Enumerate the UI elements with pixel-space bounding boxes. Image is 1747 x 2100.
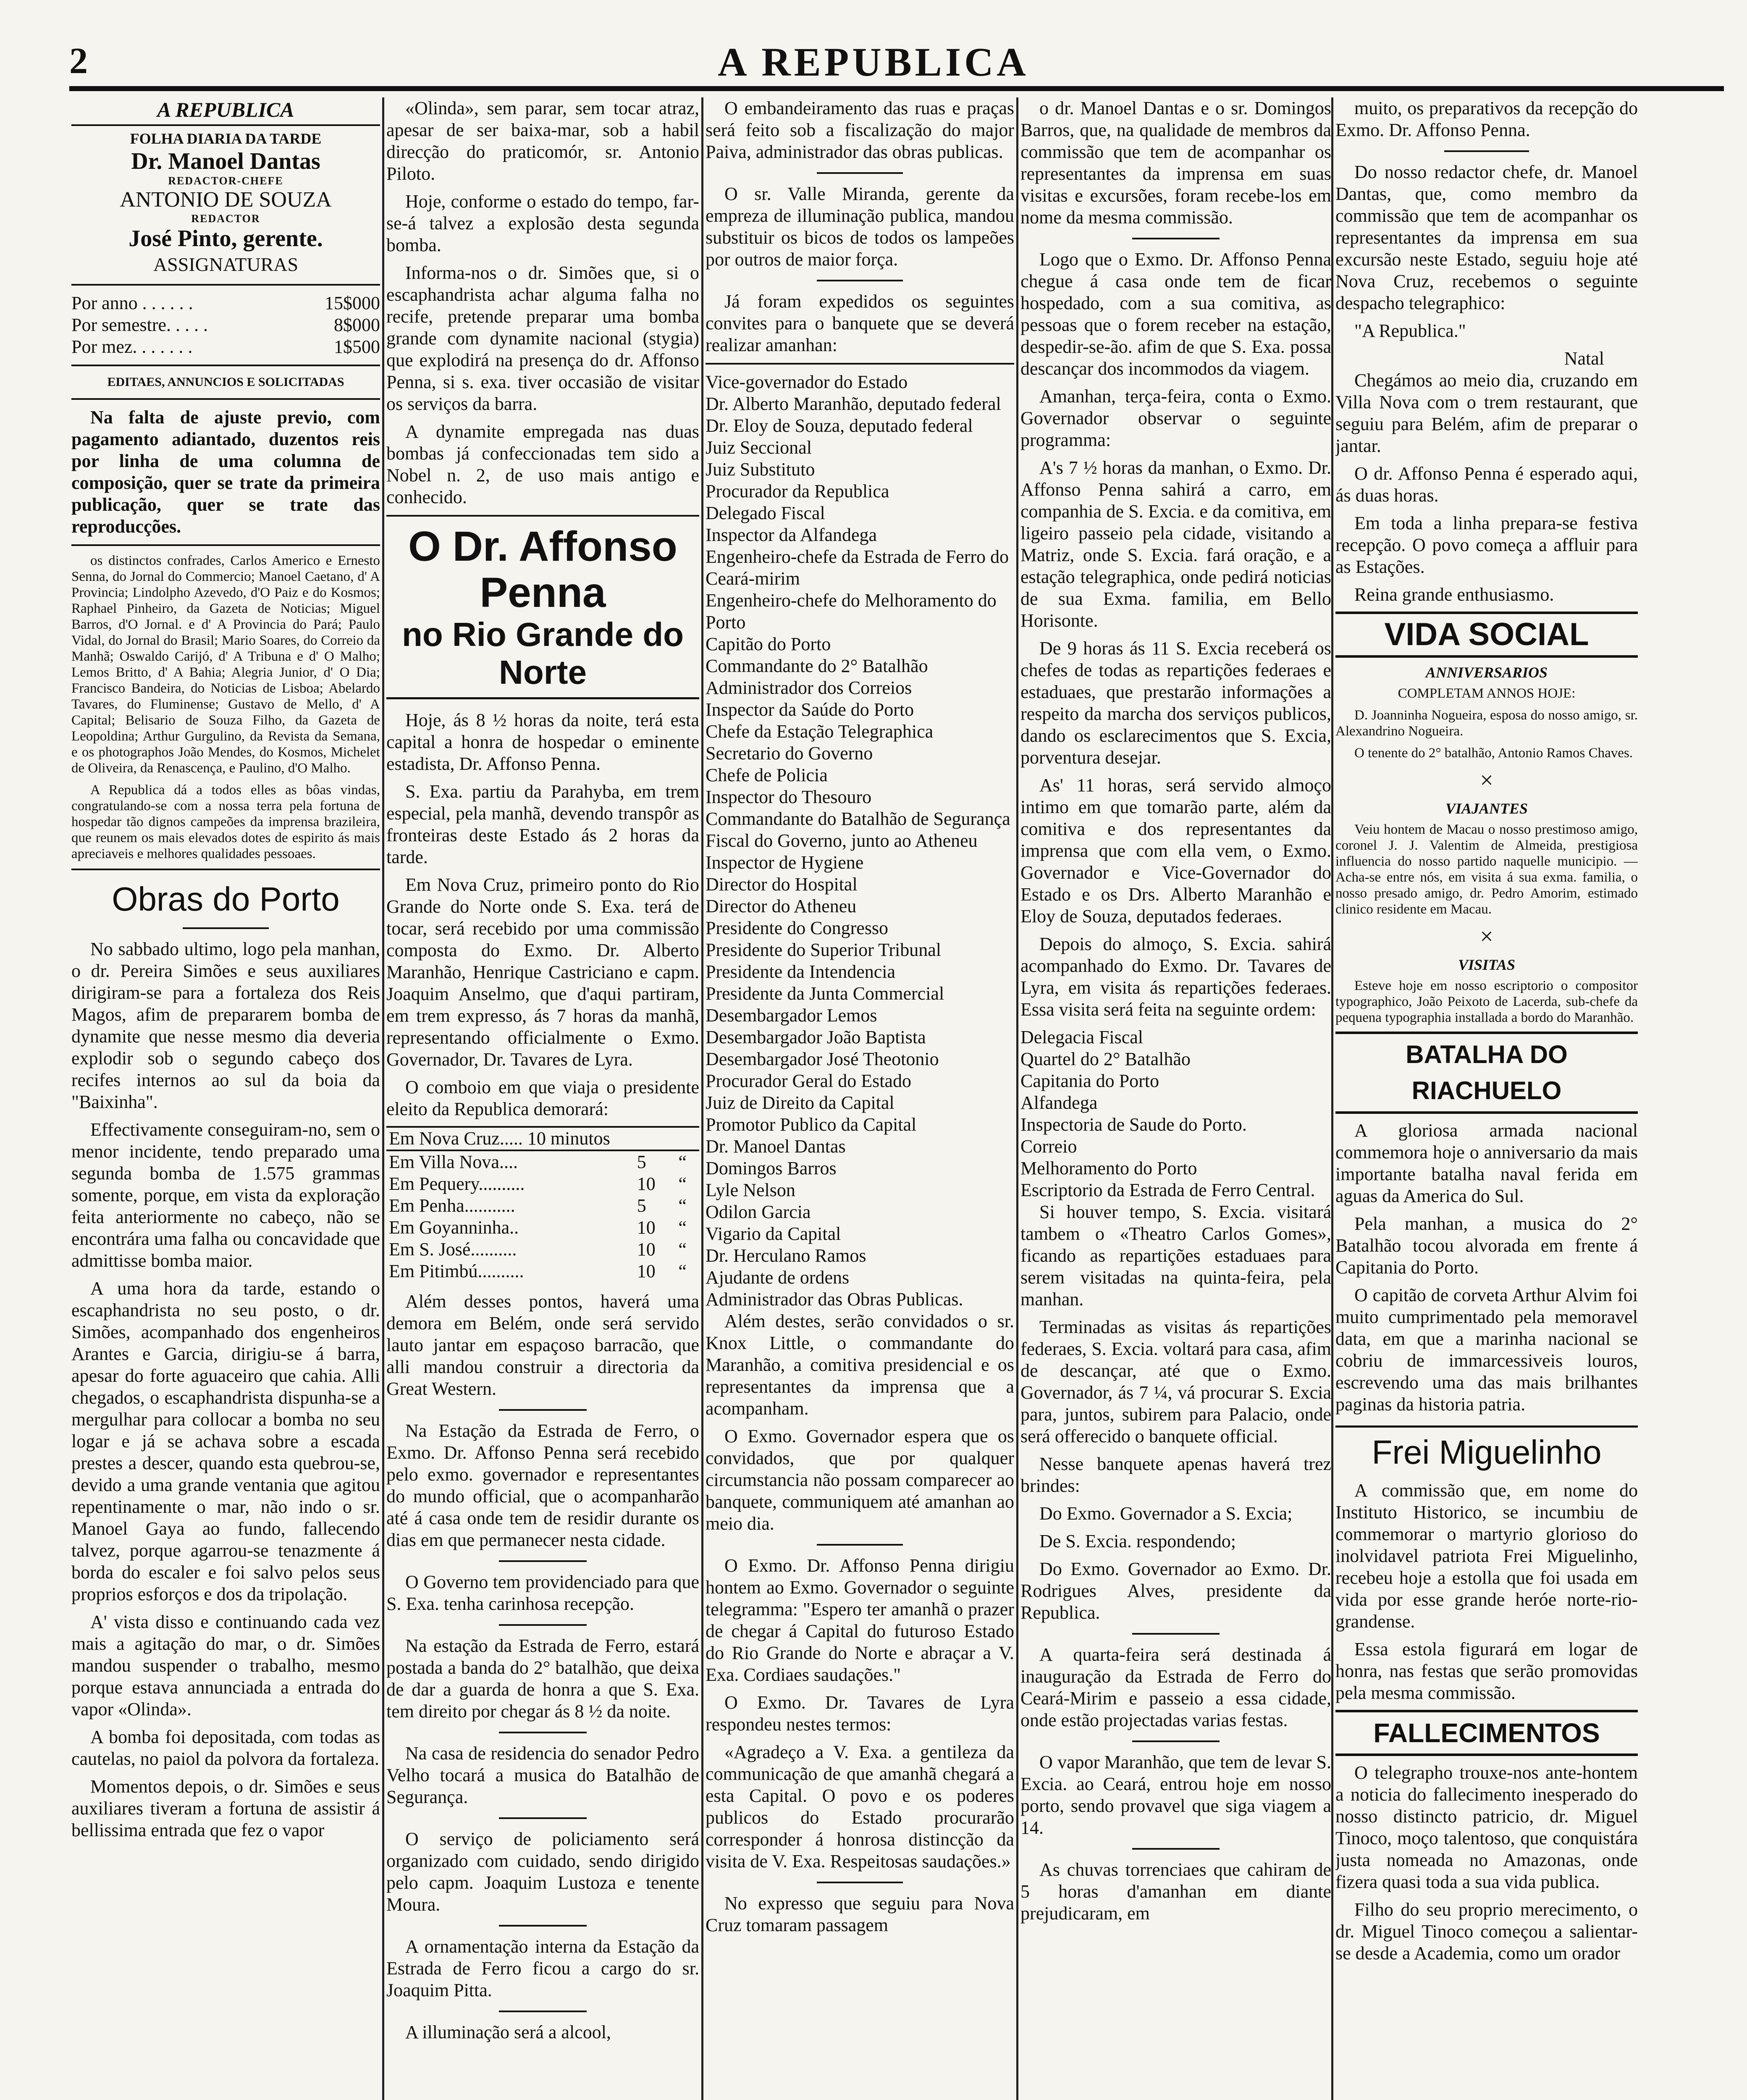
list-item: Correio (1020, 1136, 1077, 1157)
column-divider (701, 97, 703, 2100)
list-item: Presidente do Superior Tribunal (706, 940, 941, 960)
penna-paragraph: Hoje, ás 8 ½ horas da noite, terá esta capital a honra de hospedar o eminente estadista, Dr. Affonso Penna. (386, 710, 699, 774)
penna-paragraph: O Exmo. Governador espera que os convidados, que por qualquer circumstancia não possam comparecer ao banquete, communiquem até amanhan ao meio dia. (706, 1426, 1014, 1534)
column-divider (1016, 97, 1018, 2100)
list-item: Ajudante de ordens (706, 1267, 850, 1288)
divider (386, 515, 699, 517)
list-item: Quartel do 2° Batalhão (1020, 1049, 1191, 1069)
visits-text: Esteve hoje em nosso escriptorio o compositor typographico, João Peixoto de Lacerda, sub-chefe da pequena typographia installada a bordo do Maranhão. (1335, 978, 1638, 1025)
divider (1132, 238, 1219, 239)
subscription-row: Por anno . . . . . . 15$000 (71, 293, 380, 313)
header-rule (69, 86, 1724, 91)
stops-table (386, 1126, 699, 1282)
list-item: Escriptorio da Estrada de Ferro Central. (1020, 1180, 1315, 1200)
divider (817, 1544, 903, 1546)
penna-paragraph: O comboio em que viaja o presidente eleito da Republica demorará: (386, 1077, 699, 1119)
list-item: Director do Atheneu (706, 896, 857, 916)
penna-paragraph: Em toda a linha prepara-se festiva recepção. O povo começa a affluir para as Estações. (1335, 513, 1638, 577)
list-item: Inspector da Saúde do Porto (706, 699, 914, 720)
list-item: Inspectoria de Saude do Porto. (1020, 1114, 1247, 1135)
obras-paragraph: A bomba foi depositada, com todas as cautelas, no paiol da polvora da fortaleza. (71, 1727, 380, 1769)
table-row: Em Villa Nova.... 5 “ (389, 1152, 687, 1172)
list-item: Odilon Garcia (706, 1202, 811, 1222)
penna-paragraph: S. Exa. partiu da Parahyba, em trem especial, pela manhã, devendo transpôr as fronteiras deste Estado ás 2 horas da tarde. (386, 781, 699, 867)
penna-paragraph: o dr. Manoel Dantas e o sr. Domingos Barros, que, na qualidade de membros da commissão que tem de acompanhar os representantes da imprensa em suas visitas e excursões, foram recebe-los em nome da mesma commissão. (1020, 98, 1331, 228)
divider (71, 869, 380, 870)
list-item: Administrador das Obras Publicas. (706, 1289, 963, 1310)
penna-subtitle: no Rio Grande do Norte (386, 616, 699, 699)
list-item: Juiz Seccional (706, 437, 812, 458)
list-item: Presidente da Intendencia (706, 961, 896, 982)
penna-paragraph: O Exmo. Dr. Affonso Penna dirigiu hontem ao Exmo. Governador o seguinte telegramma: "Espero ter amanhã o prazer de chegar á Capital do futuroso Estado do Rio Grande do Norte e abraçar a V. Exa. Cordiaes saudações." (706, 1555, 1014, 1685)
penna-paragraph: O embandeiramento das ruas e praças será feito sob a fiscalização do major Paiva, administrador das obras publicas. (706, 98, 1014, 162)
list-item: Dr. Alberto Maranhão, deputado federal (706, 394, 1001, 414)
visit-list (1020, 1026, 1331, 1201)
divider (1132, 1848, 1219, 1850)
social-title: VIDA SOCIAL (1335, 612, 1638, 658)
penna-paragraph: Já foram expedidos os seguintes convites para o banquete que se deverá realizar amanhan: (706, 291, 1014, 355)
obras-title: Obras do Porto (112, 880, 340, 918)
penna-paragraph: De S. Excia. respondendo; (1039, 1531, 1236, 1551)
obras-paragraph: Informa-nos o dr. Simões que, si o escaphandrista achar alguma falha no recife, pretende preparar uma bomba grande com dynamite nacional (stygia) que explodirá na presença do dr. Affonso Penna, si s. exa. tiver occasião de visitar os serviços da barra. (386, 262, 699, 414)
newspaper-title: A REPUBLICA (718, 39, 1029, 84)
telegram-place: Natal (1564, 348, 1604, 369)
divider (1132, 1633, 1219, 1635)
column-5 (1335, 97, 1638, 2100)
penna-paragraph: Amanhan, terça-feira, conta o Exmo. Governador observar o seguinte programma: (1020, 386, 1331, 450)
riachuelo-title: BATALHA DO RIACHUELO (1335, 1032, 1638, 1114)
travel-text: Veiu hontem de Macau o nosso prestimoso amigo, coronel J. J. Valentim de Almeida, prestigiosa influencia do nosso partido naquelle municipio. —Acha-se entre nós, em visita á sua exma. familia, o nosso presado amigo, dr. Pedro Amorim, estimado clinico residente em Macau. (1335, 822, 1638, 917)
penna-paragraph: O Exmo. Dr. Tavares de Lyra respondeu nestes termos: (706, 1692, 1014, 1735)
divider (499, 1925, 587, 1927)
list-item: Promotor Publico da Capital (706, 1114, 917, 1135)
obras-paragraph: Momentos depois, o dr. Simões e seus auxiliares tiveram a fortuna de assistir á bellissima entrada que fez o vapor (71, 1776, 380, 1840)
list-item: Dr. Herculano Ramos (706, 1245, 866, 1266)
obras-paragraph: «Olinda», sem parar, sem tocar atraz, apesar de ser baixa-mar, sob a habil direcção do praticomór, sr. Antonio Piloto. (386, 98, 699, 184)
divider (499, 1409, 587, 1411)
birthdays-intro: COMPLETAM ANNOS HOJE: (1398, 686, 1576, 701)
list-item: Commandante do Batalhão de Segurança (706, 808, 1010, 829)
list-item: Presidente do Congresso (706, 918, 889, 938)
penna-paragraph: Além destes, serão convidados o sr. Knox Little, o commandante do Maranhão, a comitiva presidencial e os representantes da imprensa que a acompanham. (706, 1311, 1014, 1419)
subscriptions-list (71, 292, 380, 358)
obituary-title: FALLECIMENTOS (1335, 1710, 1638, 1756)
ads-text: Na falta de ajuste previo, com pagamento adiantado, duzentos reis por linha de uma columna de composição, quer se trate da primeira publicação, quer se trate das reproducções. (71, 407, 380, 537)
penna-paragraph: O serviço de policiamento será organizado com cuidado, sendo dirigido pelo capm. Joaquim Lustoza e tenente Moura. (386, 1829, 699, 1915)
list-item: Inspector de Hygiene (706, 852, 864, 873)
editor-role: REDACTOR (191, 213, 260, 225)
penna-paragraph: A ornamentação interna da Estação da Estrada de Ferro ficou a cargo do sr. Joaquim Pitta. (386, 1936, 699, 2000)
penna-paragraph: A illuminação será a alcool, (405, 2022, 611, 2042)
list-item: Melhoramento do Porto (1020, 1158, 1197, 1179)
penna-paragraph: Do Exmo. Governador ao Exmo. Dr. Rodrigues Alves, presidente da Republica. (1020, 1559, 1331, 1623)
column-4 (1020, 97, 1331, 2100)
table-row: Em Pitimbú.......... 10 “ (389, 1261, 687, 1281)
divider (71, 398, 380, 400)
penna-paragraph: O dr. Affonso Penna é esperado aqui, ás duas horas. (1335, 463, 1638, 506)
list-item: Juiz de Direito da Capital (706, 1092, 894, 1113)
birthdays-title: ANNIVERSARIOS (1425, 664, 1548, 681)
table-row: Em Penha........... 5 “ (389, 1195, 687, 1216)
obituary-paragraph: Filho do seu proprio merecimento, o dr. Miguel Tinoco começou a salientar-se desde a Academia, como um orador (1335, 1899, 1638, 1964)
penna-paragraph: Do Exmo. Governador a S. Excia; (1039, 1503, 1293, 1524)
table-row: Em Pequery.......... 10 “ (389, 1173, 687, 1194)
penna-paragraph: Na Estação da Estrada de Ferro, o Exmo. Dr. Affonso Penna será recebido pelo exmo. governador e representantes do mundo official, que o acompanharão até á casa onde tem de residir durante os dias em que permanecer nesta cidade. (386, 1420, 699, 1550)
subscription-row: Por mez. . . . . . . 1$500 (71, 336, 380, 357)
divider (499, 1624, 587, 1626)
penna-title: O Dr. Affonso Penna (408, 523, 677, 616)
page-number: 2 (69, 41, 88, 81)
birthdays-text: O tenente do 2° batalhão, Antonio Ramos Chaves. (1354, 746, 1633, 761)
divider (499, 1560, 587, 1562)
penna-paragraph: A's 7 ½ horas da manhan, o Exmo. Dr. Affonso Penna sahirá a carro, em companhia de S. Excia. e da comitiva, em ligeiro passeio pela cidade, visitando a Matriz, onde S. Excia. fará oração, e a estação telegraphica, onde pedirá noticias de sua Exma. familia, em Bello Horisonte. (1020, 457, 1331, 631)
penna-paragraph: As chuvas torrenciaes que cahiram de 5 horas d'amanhan em diante prejudicaram, em (1020, 1859, 1331, 1924)
list-item: Administrador dos Correios (706, 677, 912, 698)
list-item: Desembargador Lemos (706, 1005, 877, 1026)
list-item: Fiscal do Governo, junto ao Atheneu (706, 830, 978, 851)
subscriptions-title: ASSIGNATURAS (153, 254, 299, 275)
penna-paragraph: Terminadas as visitas ás repartições federaes, S. Excia. voltará para casa, afim de descançar, até que o Exmo. Governador, ás 7 ¼, vá procurar S. Excia para, juntos, subirem para Palacio, onde será offerecido o banquete official. (1020, 1317, 1331, 1446)
riachuelo-paragraph: O capitão de corveta Arthur Alvim foi muito cumprimentado pela memoravel data, em que a marinha nacional se cobriu de immarcessiveis louros, escrevendo uma das mais brilhantes paginas da historia patria. (1335, 1285, 1638, 1415)
penna-paragraph: O Governo tem providenciado para que S. Exa. tenha carinhosa recepção. (386, 1572, 699, 1614)
welcome-text: A Republica dá a todos elles as bôas vindas, congratulando-se com a nossa terra pela fortuna de hospedar tão dignos campeões da imprensa brazileira, que reunem os mais elevados dotes de espirito ás mais apreciaveis e melhores qualidades pessoaes. (71, 782, 380, 861)
divider (499, 2011, 587, 2012)
obituary-paragraph: O telegrapho trouxe-nos ante-hontem a noticia do fallecimento inesperado do nosso distincto patricio, dr. Miguel Tinoco, moço talentoso, que conquistára justa nomeada no Amazonas, onde fizera quasi toda a sua vida publica. (1335, 1762, 1638, 1892)
list-item: Alfandega (1020, 1092, 1098, 1113)
divider (817, 1882, 903, 1883)
masthead-title: A REPUBLICA (71, 97, 380, 126)
obras-paragraph: A uma hora da tarde, estando o escaphandrista no seu posto, o dr. Simões, acompanhado dos engenheiros Arantes e Garcia, dirigiu-se á barra, apesar do forte aguaceiro que cahia. Alli chegados, o escaphandrista dispunha-se a mergulhar para collocar a bomba no seu logar e já se achava sobre a escada prestes a descer, quando esta quebrou-se, devido a uma grande ventania que agitou repentinamente o mar, não indo o sr. Manoel Gaya ao fundo, fallecendo talvez, porque agarrou-se tenazmente á borda do escaler e foi salvo pelos seus proprios esforços e dos da tripolação. (71, 1278, 380, 1604)
divider (1444, 150, 1529, 152)
obras-paragraph: A dynamite empregada nas duas bombas já confeccionadas tem sido a Nobel n. 2, de uso mais antigo e conhecido. (386, 421, 699, 507)
list-item: Vice-governador do Estado (706, 372, 908, 392)
penna-paragraph: Si houver tempo, S. Excia. visitará tambem o «Theatro Carlos Gomes», ficando as repartições estaduaes para serem visitadas na quinta-feira, pela manhan. (1020, 1202, 1331, 1310)
editor-chief-role: REDACTOR-CHEFE (168, 175, 283, 187)
list-item: Engenheiro-chefe do Melhoramento do Porto (706, 590, 997, 633)
separator-cross-icon: × (1480, 767, 1493, 793)
column-divider (382, 97, 384, 2100)
frei-paragraph: A commissão que, em nome do Instituto Historico, se incumbiu de commemorar o martyrio glorioso do inolvidavel patriota Frei Miguelinho, recebeu hoje a estolla que foi usada em vida por esse grande heróe norte-rio-grandense. (1335, 1480, 1638, 1632)
frei-paragraph: Essa estola figurará em logar de honra, nas festas que serão promovidas pela mesma commissão. (1335, 1639, 1638, 1703)
list-item: Dr. Eloy de Souza, deputado federal (706, 415, 973, 436)
penna-paragraph: Depois do almoço, S. Excia. sahirá acompanhado do Exmo. Dr. Tavares de Lyra, em visita ás repartições federaes. Essa visita será feita na seguinte ordem: (1020, 934, 1331, 1020)
list-item: Secretario do Governo (706, 743, 873, 764)
penna-paragraph: Na estação da Estrada de Ferro, estará postada a banda do 2° batalhão, que deixa de dar a guarda de honra a que S. Exa. tem direito por chegar ás 8 ½ da noite. (386, 1635, 699, 1722)
telegram-addressee: "A Republica." (1354, 320, 1466, 341)
obras-paragraph: Effectivamente conseguiram-no, sem o menor incidente, tendo preparado uma segunda bomba de 1.575 grammas somente, porque, em vista da exploração feita anteriormente no cabeço, não se encontrára uma falha ou concavidade que admittisse bomba maior. (71, 1119, 380, 1271)
list-item: Vigario da Capital (706, 1223, 841, 1244)
list-item: Inspector do Thesouro (706, 787, 872, 807)
separator-cross-icon: × (1480, 924, 1493, 950)
ads-title: EDITAES, ANNUNCIOS E SOLICITADAS (107, 375, 344, 389)
masthead-subtitle: FOLHA DIARIA DA TARDE (130, 130, 322, 147)
penna-paragraph: Nesse banquete apenas haverá trez brindes: (1020, 1454, 1331, 1496)
list-item: Engenheiro-chefe da Estrada de Ferro do Ceará-mirim (706, 546, 1009, 589)
list-item: Commandante do 2° Batalhão (706, 656, 928, 676)
penna-paragraph: Em Nova Cruz, primeiro ponto do Rio Grande do Norte onde S. Exa. terá de tocar, será recebido por uma commissão composta do Exmo. Dr. Alberto Maranhão, Henrique Castriciano e capm. Joaquim Anselmo, que d'aqui partiram, em trem expresso, ás 7 horas da manhã, representando officialmente o Exmo. Governador, Dr. Tavares de Lyra. (386, 874, 699, 1070)
colleagues-text: os distinctos confrades, Carlos Americo e Ernesto Senna, do Jornal do Commercio; Manoel Caetano, d' A Provincia; Lindolpho Azevedo, d'O Paiz e do Kosmos; Raphael Pinheiro, da Gazeta de Noticias; Miguel Barros, d'O Jornal. e d' A Provincia do Pará; Paulo Vidal, do Jornal do Brasil; Mario Soares, do Correio da Manhã; Oswaldo Carijó, d' A Tribuna e d' O Malho; Lemos Britto, d' A Bahia; Alegria Junior, d' O Dia; Francisco Bandeira, do Noticias de Lisboa; Abelardo Tavares, do Fluminense; Gustavo de Mello, d' A Capital; Belisario de Souza Filho, da Gazeta de Leopoldina; Arthur Gurgulino, da Revista da Semana, e os photographos João Mendes, do Kosmos, Michelet de Oliveira, da Renascença, e Paulino, d'O Malho. (71, 553, 380, 776)
divider (71, 544, 380, 546)
penna-paragraph: Chegámos ao meio dia, cruzando em Villa Nova com o trem restaurant, que seguiu para Belém, afim de preparar o jantar. (1335, 370, 1638, 456)
divider (183, 927, 269, 929)
penna-paragraph: O sr. Valle Miranda, gerente da empreza de illuminação publica, mandou substituir os bicos de todos os lampeões por outros de maior força. (706, 184, 1014, 270)
divider (706, 363, 1014, 365)
list-item: Capitão do Porto (706, 634, 831, 654)
list-item: Delegado Fiscal (706, 503, 825, 523)
divider (71, 284, 380, 286)
penna-paragraph: O vapor Maranhão, que tem de levar S. Excia. ao Ceará, entrou hoje em nosso porto, sendo provavel que siga viagem a 14. (1020, 1752, 1331, 1838)
list-item: Chefe da Estação Telegraphica (706, 721, 934, 742)
divider (71, 365, 380, 366)
list-item: Chefe de Policia (706, 765, 828, 785)
list-item: Dr. Manoel Dantas (706, 1136, 846, 1157)
divider (817, 280, 903, 281)
list-item: Procurador Geral do Estado (706, 1071, 911, 1091)
editor-chief: Dr. Manoel Dantas (131, 148, 320, 174)
table-row: Em Nova Cruz..... 10 minutos (386, 1127, 699, 1150)
birthdays-text: D. Joanninha Nogueira, esposa do nosso amigo, sr. Alexandrino Nogueira. (1335, 708, 1638, 739)
obras-paragraph: No sabbado ultimo, logo pela manhan, o dr. Pereira Simões e seus auxiliares dirigiram-se para a fortaleza dos Reis Magos, afim de prepararem bomba de dynamite que nesse mesmo dia deveria explodir sob o segundo cabeço dos recifes internos ao sul da boia da "Baixinha". (71, 939, 380, 1112)
column-3 (706, 97, 1014, 2100)
travel-title: VIAJANTES (1445, 800, 1528, 817)
penna-paragraph: De 9 horas ás 11 S. Excia receberá os chefes de todas as repartições federaes e estaduaes, que prestarão informações a respeito da marcha dos serviços publicos, dando os esclarecimentos que S. Excia, porventura desejar. (1020, 638, 1331, 768)
guest-list (706, 371, 1014, 1310)
column-2 (386, 97, 699, 2100)
list-item: Desembargador João Baptista (706, 1027, 926, 1047)
obras-paragraph: A' vista disso e continuando cada vez mais a agitação do mar, o dr. Simões mandou suspender o trabalho, mesmo porque estava annunciada a entrada do vapor «Olinda». (71, 1612, 380, 1719)
column-divider (1331, 97, 1333, 2100)
divider (499, 1732, 587, 1733)
riachuelo-paragraph: A gloriosa armada nacional commemora hoje o anniversario da mais importante batalha naval ferida em aguas da America do Sul. (1335, 1120, 1638, 1206)
penna-paragraph: Além desses pontos, haverá uma demora em Belém, onde será servido lauto jantar em espaçoso barracão, que alli mandou construir a directoria da Great Western. (386, 1291, 699, 1399)
penna-paragraph: No expresso que seguiu para Nova Cruz tomaram passagem (706, 1893, 1014, 1935)
list-item: Inspector da Alfandega (706, 525, 877, 545)
column-1 (71, 97, 380, 2100)
list-item: Director do Hospital (706, 874, 858, 895)
penna-paragraph: Logo que o Exmo. Dr. Affonso Penna chegue á casa onde tem de ficar hospedado, com a sua comitiva, as pessoas que o forem receber na estação, despedir-se-ão. afim de que S. Exa. possa descançar dos incommodos da viagem. (1020, 249, 1331, 379)
divider (499, 1817, 587, 1819)
penna-paragraph: As' 11 horas, será servido almoço intimo em que tomarão parte, além da comitiva e dos representantes da imprensa que com ella vem, o Exmo. Governador e Vice-Governador do Estado e os Drs. Alberto Maranhão e Eloy de Souza, deputados federaes. (1020, 775, 1331, 927)
divider (1132, 1740, 1219, 1742)
table-row: Em Goyanninha.. 10 “ (389, 1217, 687, 1238)
list-item: Juiz Substituto (706, 459, 815, 480)
penna-paragraph: A quarta-feira será destinada á inauguração da Estrada de Ferro do Ceará-Mirim e passeio a essa cidade, onde estão projectadas varias festas. (1020, 1644, 1331, 1730)
editor-name: ANTONIO DE SOUZA (120, 188, 332, 212)
list-item: Capitania do Porto (1020, 1071, 1159, 1091)
list-item: Presidente da Junta Commercial (706, 983, 944, 1004)
list-item: Delegacia Fiscal (1020, 1027, 1143, 1047)
frei-title: Frei Miguelinho (1335, 1425, 1638, 1471)
subscription-row: Por semestre. . . . . 8$000 (71, 315, 380, 335)
list-item: Lyle Nelson (706, 1180, 795, 1200)
riachuelo-paragraph: Pela manhan, a musica do 2° Batalhão tocou alvorada em frente á Capitania do Porto. (1335, 1213, 1638, 1278)
manager-name: José Pinto, gerente. (129, 226, 323, 252)
list-item: Domingos Barros (706, 1158, 837, 1179)
list-item: Desembargador José Theotonio (706, 1049, 939, 1069)
obras-paragraph: Hoje, conforme o estado do tempo, far-se-á talvez a explosão desta segunda bomba. (386, 191, 699, 255)
penna-paragraph: Do nosso redactor chefe, dr. Manoel Dantas, que, como membro da commissão que tem de acompanhar os representantes da imprensa em sua excursão neste Estado, seguiu hoje até Nova Cruz, recebemos o seguinte despacho telegraphico: (1335, 162, 1638, 313)
penna-paragraph: muito, os preparativos da recepção do Exmo. Dr. Affonso Penna. (1335, 98, 1638, 140)
divider (817, 172, 903, 174)
visits-title: VISITAS (1458, 956, 1516, 973)
penna-paragraph: «Agradeço a V. Exa. a gentileza da communicação de que amanhã chegará a esta Capital. O povo e os poderes publicos do Estado procurarão corresponder á honrosa distincção da visita de V. Exa. Respeitosas saudações.» (706, 1742, 1014, 1872)
penna-paragraph: Na casa de residencia do senador Pedro Velho tocará a musica do Batalhão de Segurança. (386, 1743, 699, 1807)
table-row: Em S. José.......... 10 “ (389, 1239, 687, 1260)
list-item: Procurador da Republica (706, 481, 889, 501)
penna-paragraph: Reina grande enthusiasmo. (1354, 584, 1554, 605)
